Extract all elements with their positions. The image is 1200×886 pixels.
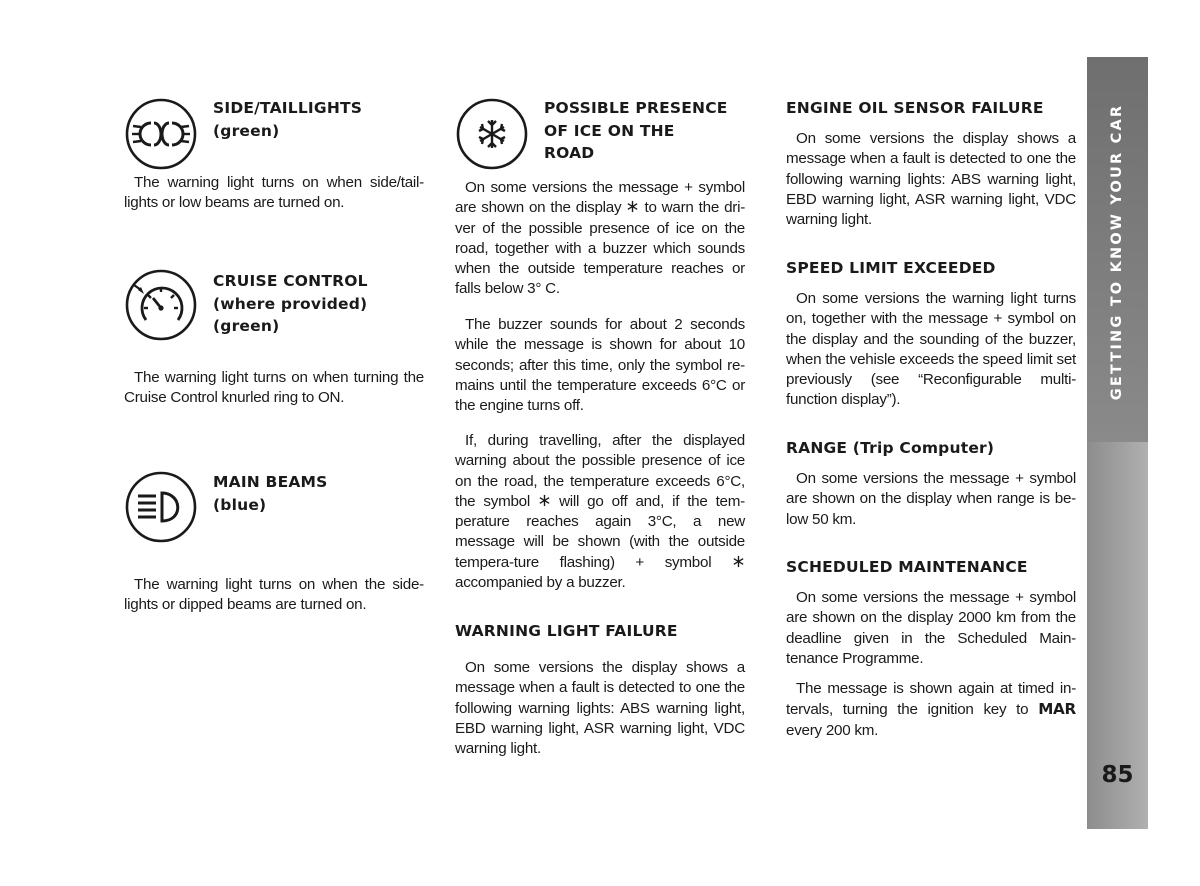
cruise-control-icon (124, 268, 198, 342)
snowflake-icon (626, 200, 639, 213)
scheduled-maintenance-paragraph-2 (786, 679, 1076, 741)
ice-warning-title: POSSIBLE PRESENCE OF ICE ON THE ROAD (544, 99, 728, 162)
ice-paragraph-3-end: accompanied by a buzzer. (455, 574, 626, 592)
side-taillights-text: The warning light turns on when side/tail-lights or low beams are turned on. (124, 174, 424, 212)
engine-oil-sensor-text: On some versions the display shows a message when a fault is detected to one the following warning lights: ABS warning light, EBD warning light, ASR warning light, VDC warning light. (786, 130, 1076, 229)
ice-warning-paragraph-3 (455, 431, 745, 593)
maintenance-paragraph-2-start: The message is shown again at timed in-tervals, turning the ignition key to (786, 680, 1076, 719)
ice-warning-paragraph-2: The buzzer sounds for about 2 seconds while the message is shown for about 10 seconds; after this time, only the symbol re-mains until the temperature exceeds 6°C or the engine turns off. (455, 316, 745, 415)
section-title: GETTING TO KNOW YOUR CAR (1109, 103, 1125, 401)
ignition-key-position: MAR (1038, 700, 1076, 719)
ice-paragraph-3-start: If, during travelling, after the displayed warning about the possible presence of ice on the road, the temperature exceeds 6°C, the symbol (455, 432, 745, 510)
cruise-control-title: CRUISE CONTROL (where provided) (green) (213, 272, 368, 335)
warning-light-failure-title: WARNING LIGHT FAILURE (455, 622, 678, 640)
speed-limit-text: On some versions the warning light turns on, together with the message + symbol on the display and the sounding of the buzzer, when the vehisle exceeds the speed limit set previously (see “Reconfigurable multi-function display”). (786, 290, 1076, 409)
scheduled-maintenance-paragraph-1: On some versions the message + symbol are shown on the display 2000 km from the deadline given in the Scheduled Main-tenance Programme. (786, 589, 1076, 667)
snowflake-icon (538, 494, 551, 507)
snowflake-icon (732, 555, 745, 568)
scheduled-maintenance-title: SCHEDULED MAINTENANCE (786, 558, 1028, 576)
ice-paragraph-1-start: On some versions the message + symbol are shown on the display (455, 179, 745, 217)
section-side-tab (1087, 57, 1148, 829)
speed-limit-title: SPEED LIMIT EXCEEDED (786, 259, 996, 277)
side-taillights-title: SIDE/TAILLIGHTS (green) (213, 99, 363, 140)
cruise-control-text: The warning light turns on when turning the Cruise Control knurled ring to ON. (124, 369, 424, 407)
snowflake-icon (455, 97, 529, 171)
maintenance-paragraph-2-end: every 200 km. (786, 721, 879, 739)
ice-warning-paragraph-1 (455, 178, 745, 300)
main-beams-icon (124, 470, 198, 544)
warning-light-failure-text: On some versions the display shows a message when a fault is detected to one the following warning lights: ABS warning light, EBD warning light, ASR warning light, VDC warning light. (455, 659, 745, 758)
main-beams-title: MAIN BEAMS (blue) (213, 473, 328, 514)
range-text: On some versions the message + symbol are shown on the display when range is be-low 50 km. (786, 470, 1076, 528)
main-beams-text: The warning light turns on when the side-lights or dipped beams are turned on. (124, 576, 424, 614)
ice-paragraph-1-end: to warn the dri-ver of the possible presence of ice on the road, together with a buzzer which sounds when the outside temperature reaches or falls below 3° C. (455, 199, 746, 298)
side-taillights-icon (124, 97, 198, 171)
engine-oil-sensor-title: ENGINE OIL SENSOR FAILURE (786, 99, 1044, 117)
page-number: 85 (1101, 762, 1134, 788)
range-title: RANGE (Trip Computer) (786, 439, 995, 457)
ice-paragraph-3-middle: will go off and, if the tem-perature reaches again 3°C, a new message will be shown (with the outside tempera-ture flashing) + symbol (455, 492, 745, 571)
